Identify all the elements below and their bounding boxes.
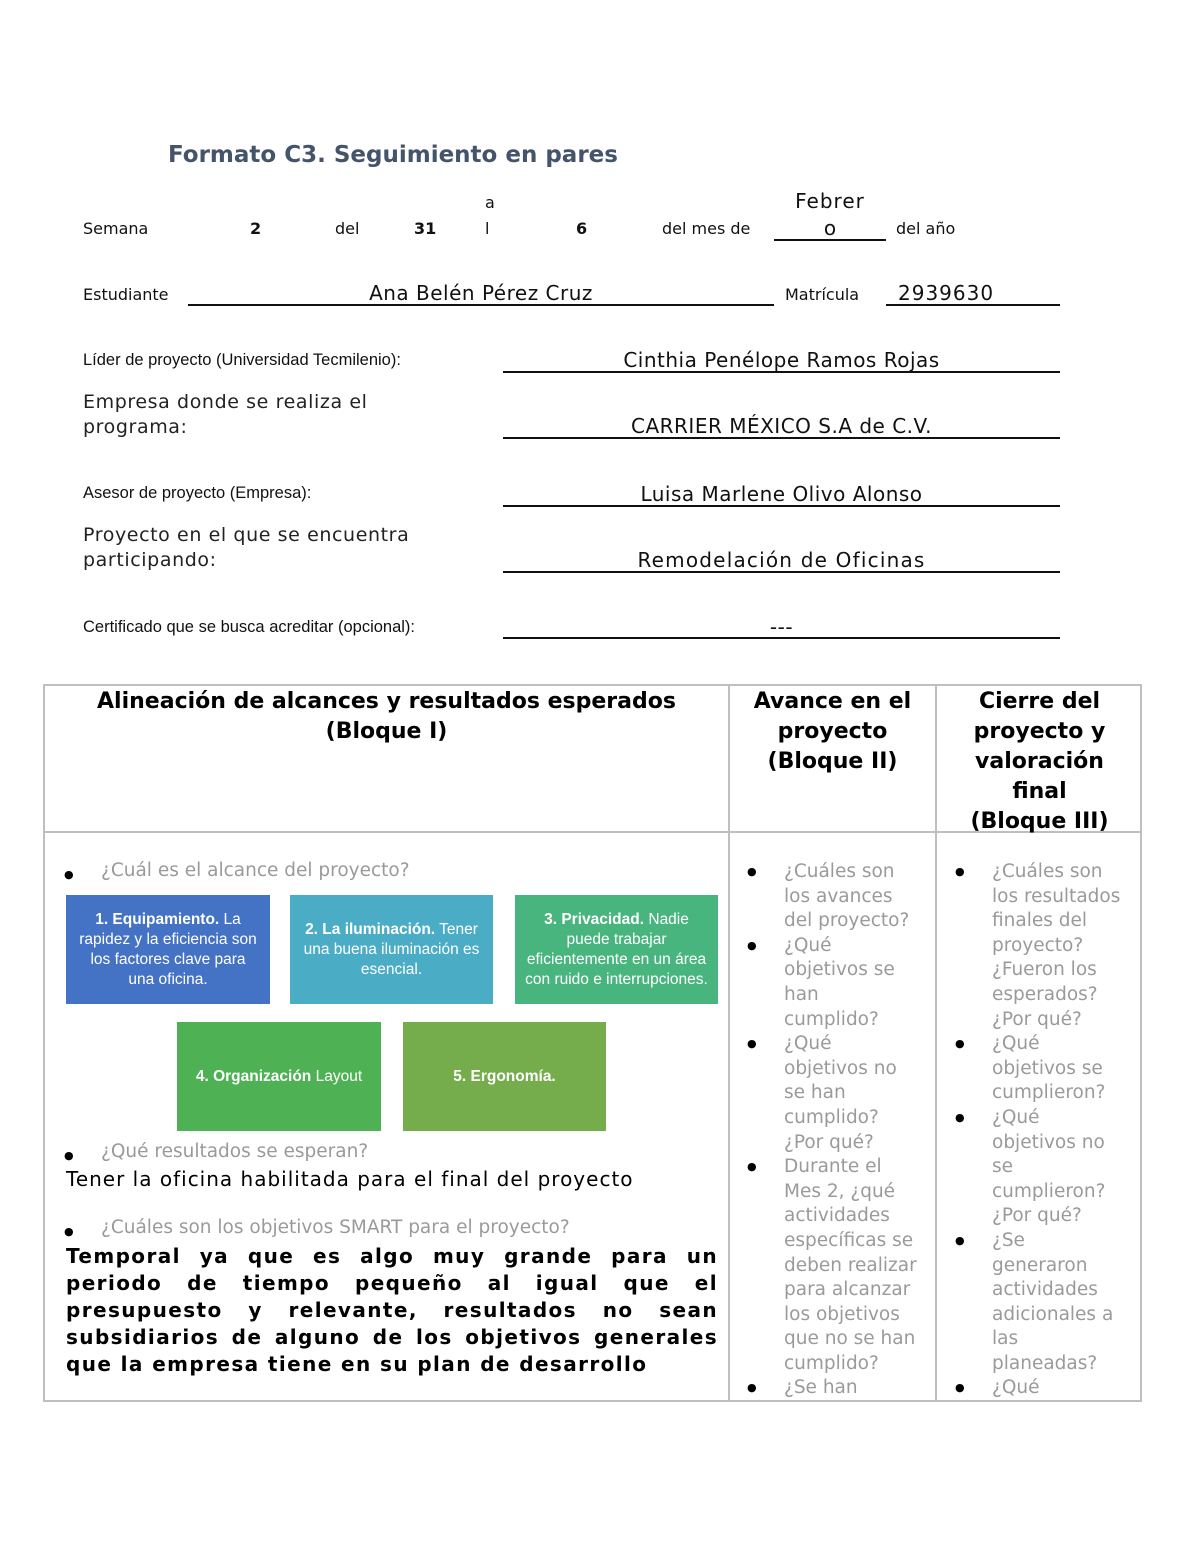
advisor-underline — [503, 505, 1060, 507]
advisor-name: Luisa Marlene Olivo Alonso — [640, 482, 923, 506]
question-item — [955, 1032, 1141, 1106]
question-item — [747, 1032, 933, 1155]
question-line: del proyecto? — [784, 910, 910, 932]
scope-box-3-desc: Nadie puede trabajar eficientemente en un área con ruido e interrupciones. — [525, 910, 708, 988]
scope-box-2 — [290, 895, 493, 1004]
header-bloque-3-line-1: Cierre del — [978, 689, 1101, 714]
bloque-2-question-list — [747, 860, 933, 1401]
question-line: ¿Por qué? — [784, 1131, 874, 1153]
bullet-icon: ● — [64, 868, 74, 881]
tracking-table — [43, 684, 1142, 1402]
project-label — [83, 523, 409, 573]
from-day: 31 — [414, 219, 437, 238]
question-line: adicionales a — [992, 1303, 1114, 1325]
bloque-3-questions — [955, 860, 1141, 1401]
header-bloque-1-line-1: Alineación de alcances y resultados esperados — [97, 689, 676, 714]
project-name: Remodelación de Oficinas — [637, 548, 926, 572]
to-day: 6 — [576, 219, 588, 238]
question-line: ● ¿Qué — [992, 1033, 1040, 1055]
header-bloque-3 — [937, 687, 1142, 837]
question-scope: ¿Cuál es el alcance del proyecto? — [101, 860, 410, 881]
scope-box-3 — [515, 895, 718, 1004]
question-item — [747, 934, 933, 1032]
scope-box-1-desc: La rapidez y la eficiencia son los factores clave para una oficina. — [79, 910, 257, 988]
week-number: 2 — [250, 219, 262, 238]
question-line: finales del — [992, 910, 1088, 932]
scope-box-3-title: 3. Privacidad. — [544, 910, 645, 928]
bloque-3-question-list — [955, 860, 1141, 1401]
certificate-underline — [503, 637, 1060, 639]
question-line: los resultados — [992, 885, 1121, 907]
leader-label: Líder de proyecto (Universidad Tecmilenio): — [83, 351, 401, 369]
month-value-2: o — [823, 216, 837, 240]
id-underline — [886, 304, 1060, 306]
answer-smart: Temporal ya que es algo muy grande para un periodo de tiempo pequeño al igual que el presupuesto y relevante, resultados no sean subsidiarios de alguno de los objetivos generales que la empresa tiene en su plan de desarrollo — [66, 1244, 718, 1376]
question-line: cumplido? — [784, 1352, 879, 1374]
question-line: Mes 2, ¿qué — [784, 1180, 896, 1202]
company-label-line-2: programa: — [83, 416, 188, 438]
question-item — [747, 1376, 933, 1401]
question-item — [955, 1106, 1141, 1229]
scope-box-4-desc: Layout — [311, 1067, 363, 1085]
month-underline — [774, 239, 886, 241]
question-line: ● ¿Qué — [992, 1106, 1040, 1128]
question-line: ● ¿Se — [992, 1229, 1025, 1251]
header-bloque-2-line-2: proyecto — [777, 719, 888, 744]
scope-box-2-desc: Tener una buena iluminación es esencial. — [303, 920, 480, 978]
column-divider-1 — [728, 686, 730, 1400]
company-label-line-1: Empresa donde se realiza el — [83, 391, 368, 413]
question-line: actividades — [784, 1205, 890, 1227]
header-bloque-3-line-3: valoración — [975, 749, 1104, 774]
leader-underline — [503, 371, 1060, 373]
question-line: ¿Por qué? — [992, 1205, 1082, 1227]
question-line: ● Durante el — [784, 1156, 882, 1178]
scope-box-5-title: 5. Ergonomía. — [453, 1067, 556, 1085]
to-label-a: a — [485, 193, 495, 212]
company-underline — [503, 437, 1060, 439]
question-item — [955, 1229, 1141, 1377]
question-line: ● ¿Cuáles son — [784, 861, 895, 882]
bullet-icon: ● — [64, 1225, 74, 1238]
header-bloque-2-line-1: Avance en el — [753, 689, 912, 714]
question-line: cumplido? — [784, 1008, 879, 1030]
bullet-icon: ● — [64, 1149, 74, 1162]
scope-box-4-text — [196, 1067, 362, 1087]
scope-box-1-title: 1. Equipamiento. — [95, 910, 220, 928]
question-smart: ¿Cuáles son los objetivos SMART para el proyecto? — [101, 1217, 570, 1238]
project-label-line-1: Proyecto en el que se encuentra — [83, 524, 410, 546]
company-name: CARRIER MÉXICO S.A de C.V. — [630, 414, 933, 438]
question-line: cumplieron? — [992, 1082, 1106, 1104]
header-bloque-2 — [730, 687, 935, 777]
scope-box-4-title: 4. Organización — [195, 1067, 312, 1085]
certificate-label: Certificado que se busca acreditar (opcional): — [83, 618, 416, 636]
advisor-label: Asesor de proyecto (Empresa): — [83, 484, 312, 502]
question-line: específicas se — [784, 1229, 914, 1251]
question-line: proyecto? — [992, 934, 1084, 956]
question-line: deben realizar — [784, 1254, 917, 1276]
scope-box-2-text — [300, 920, 483, 980]
question-item — [955, 860, 1141, 1032]
page-title: Formato C3. Seguimiento en pares — [168, 142, 618, 168]
question-line: ● ¿Qué — [784, 934, 832, 956]
week-label: Semana — [83, 219, 149, 238]
student-label: Estudiante — [83, 285, 169, 304]
question-line: para alcanzar — [784, 1279, 911, 1301]
question-line: generaron — [992, 1254, 1088, 1276]
question-line: ¿Fueron los — [992, 959, 1097, 981]
month-label: del mes de — [662, 219, 751, 238]
scope-box-1-text — [76, 910, 260, 990]
header-bloque-3-line-2: proyecto y — [973, 719, 1106, 744]
scope-box-4 — [177, 1022, 381, 1131]
student-name: Ana Belén Pérez Cruz — [369, 281, 593, 305]
question-line: objetivos no — [992, 1131, 1105, 1153]
header-bloque-1-line-2: (Bloque I) — [325, 719, 448, 744]
question-line: esperados? — [992, 983, 1098, 1005]
header-bloque-1 — [45, 687, 728, 747]
student-underline — [188, 304, 774, 306]
question-line: objetivos no — [784, 1057, 897, 1079]
question-line: objetivos se — [992, 1057, 1103, 1079]
header-bloque-2-line-3: (Bloque II) — [767, 749, 898, 774]
question-results: ¿Qué resultados se esperan? — [101, 1141, 369, 1162]
certificate-value: --- — [769, 615, 794, 639]
question-line: han — [784, 983, 819, 1005]
question-line: que no se han — [784, 1328, 916, 1350]
question-line: cumplido? — [784, 1106, 879, 1128]
question-line: planeadas? — [992, 1352, 1098, 1374]
question-line: cumplieron? — [992, 1180, 1106, 1202]
question-line: los objetivos — [784, 1303, 900, 1325]
question-line: ● ¿Qué — [992, 1377, 1040, 1399]
question-item — [747, 1155, 933, 1376]
scope-box-5-text — [453, 1067, 556, 1087]
scope-box-5 — [403, 1022, 606, 1131]
question-line: ● ¿Se han — [784, 1377, 858, 1399]
month-value-1: Febrer — [795, 189, 865, 213]
id-value: 2939630 — [898, 281, 995, 305]
question-item — [955, 1376, 1141, 1401]
bloque-2-questions — [747, 860, 933, 1401]
question-line: ● ¿Qué — [784, 1033, 832, 1055]
question-line: los avances — [784, 885, 893, 907]
leader-name: Cinthia Penélope Ramos Rojas — [623, 348, 940, 372]
question-item — [747, 860, 933, 934]
question-line: ● ¿Cuáles son — [992, 861, 1103, 882]
question-line: objetivos se — [784, 959, 895, 981]
id-label: Matrícula — [785, 285, 860, 304]
scope-box-2-title: 2. La iluminación. — [305, 920, 436, 938]
project-underline — [503, 571, 1060, 573]
question-line: las — [992, 1328, 1019, 1350]
header-bloque-3-line-4: final — [1012, 779, 1067, 804]
header-bloque-3-line-5: (Bloque III) — [970, 809, 1109, 834]
question-line: actividades — [992, 1279, 1098, 1301]
question-line: se — [992, 1156, 1014, 1178]
scope-box-3-text — [525, 910, 708, 990]
to-label-l: l — [485, 219, 490, 238]
answer-results: Tener la oficina habilitada para el final del proyecto — [66, 1167, 634, 1191]
scope-box-1 — [66, 895, 270, 1004]
question-line: ¿Por qué? — [992, 1008, 1082, 1030]
project-label-line-2: participando: — [83, 549, 217, 571]
from-label: del — [335, 219, 360, 238]
year-label: del año — [896, 219, 956, 238]
question-line: se han — [784, 1082, 846, 1104]
company-label — [83, 390, 368, 440]
